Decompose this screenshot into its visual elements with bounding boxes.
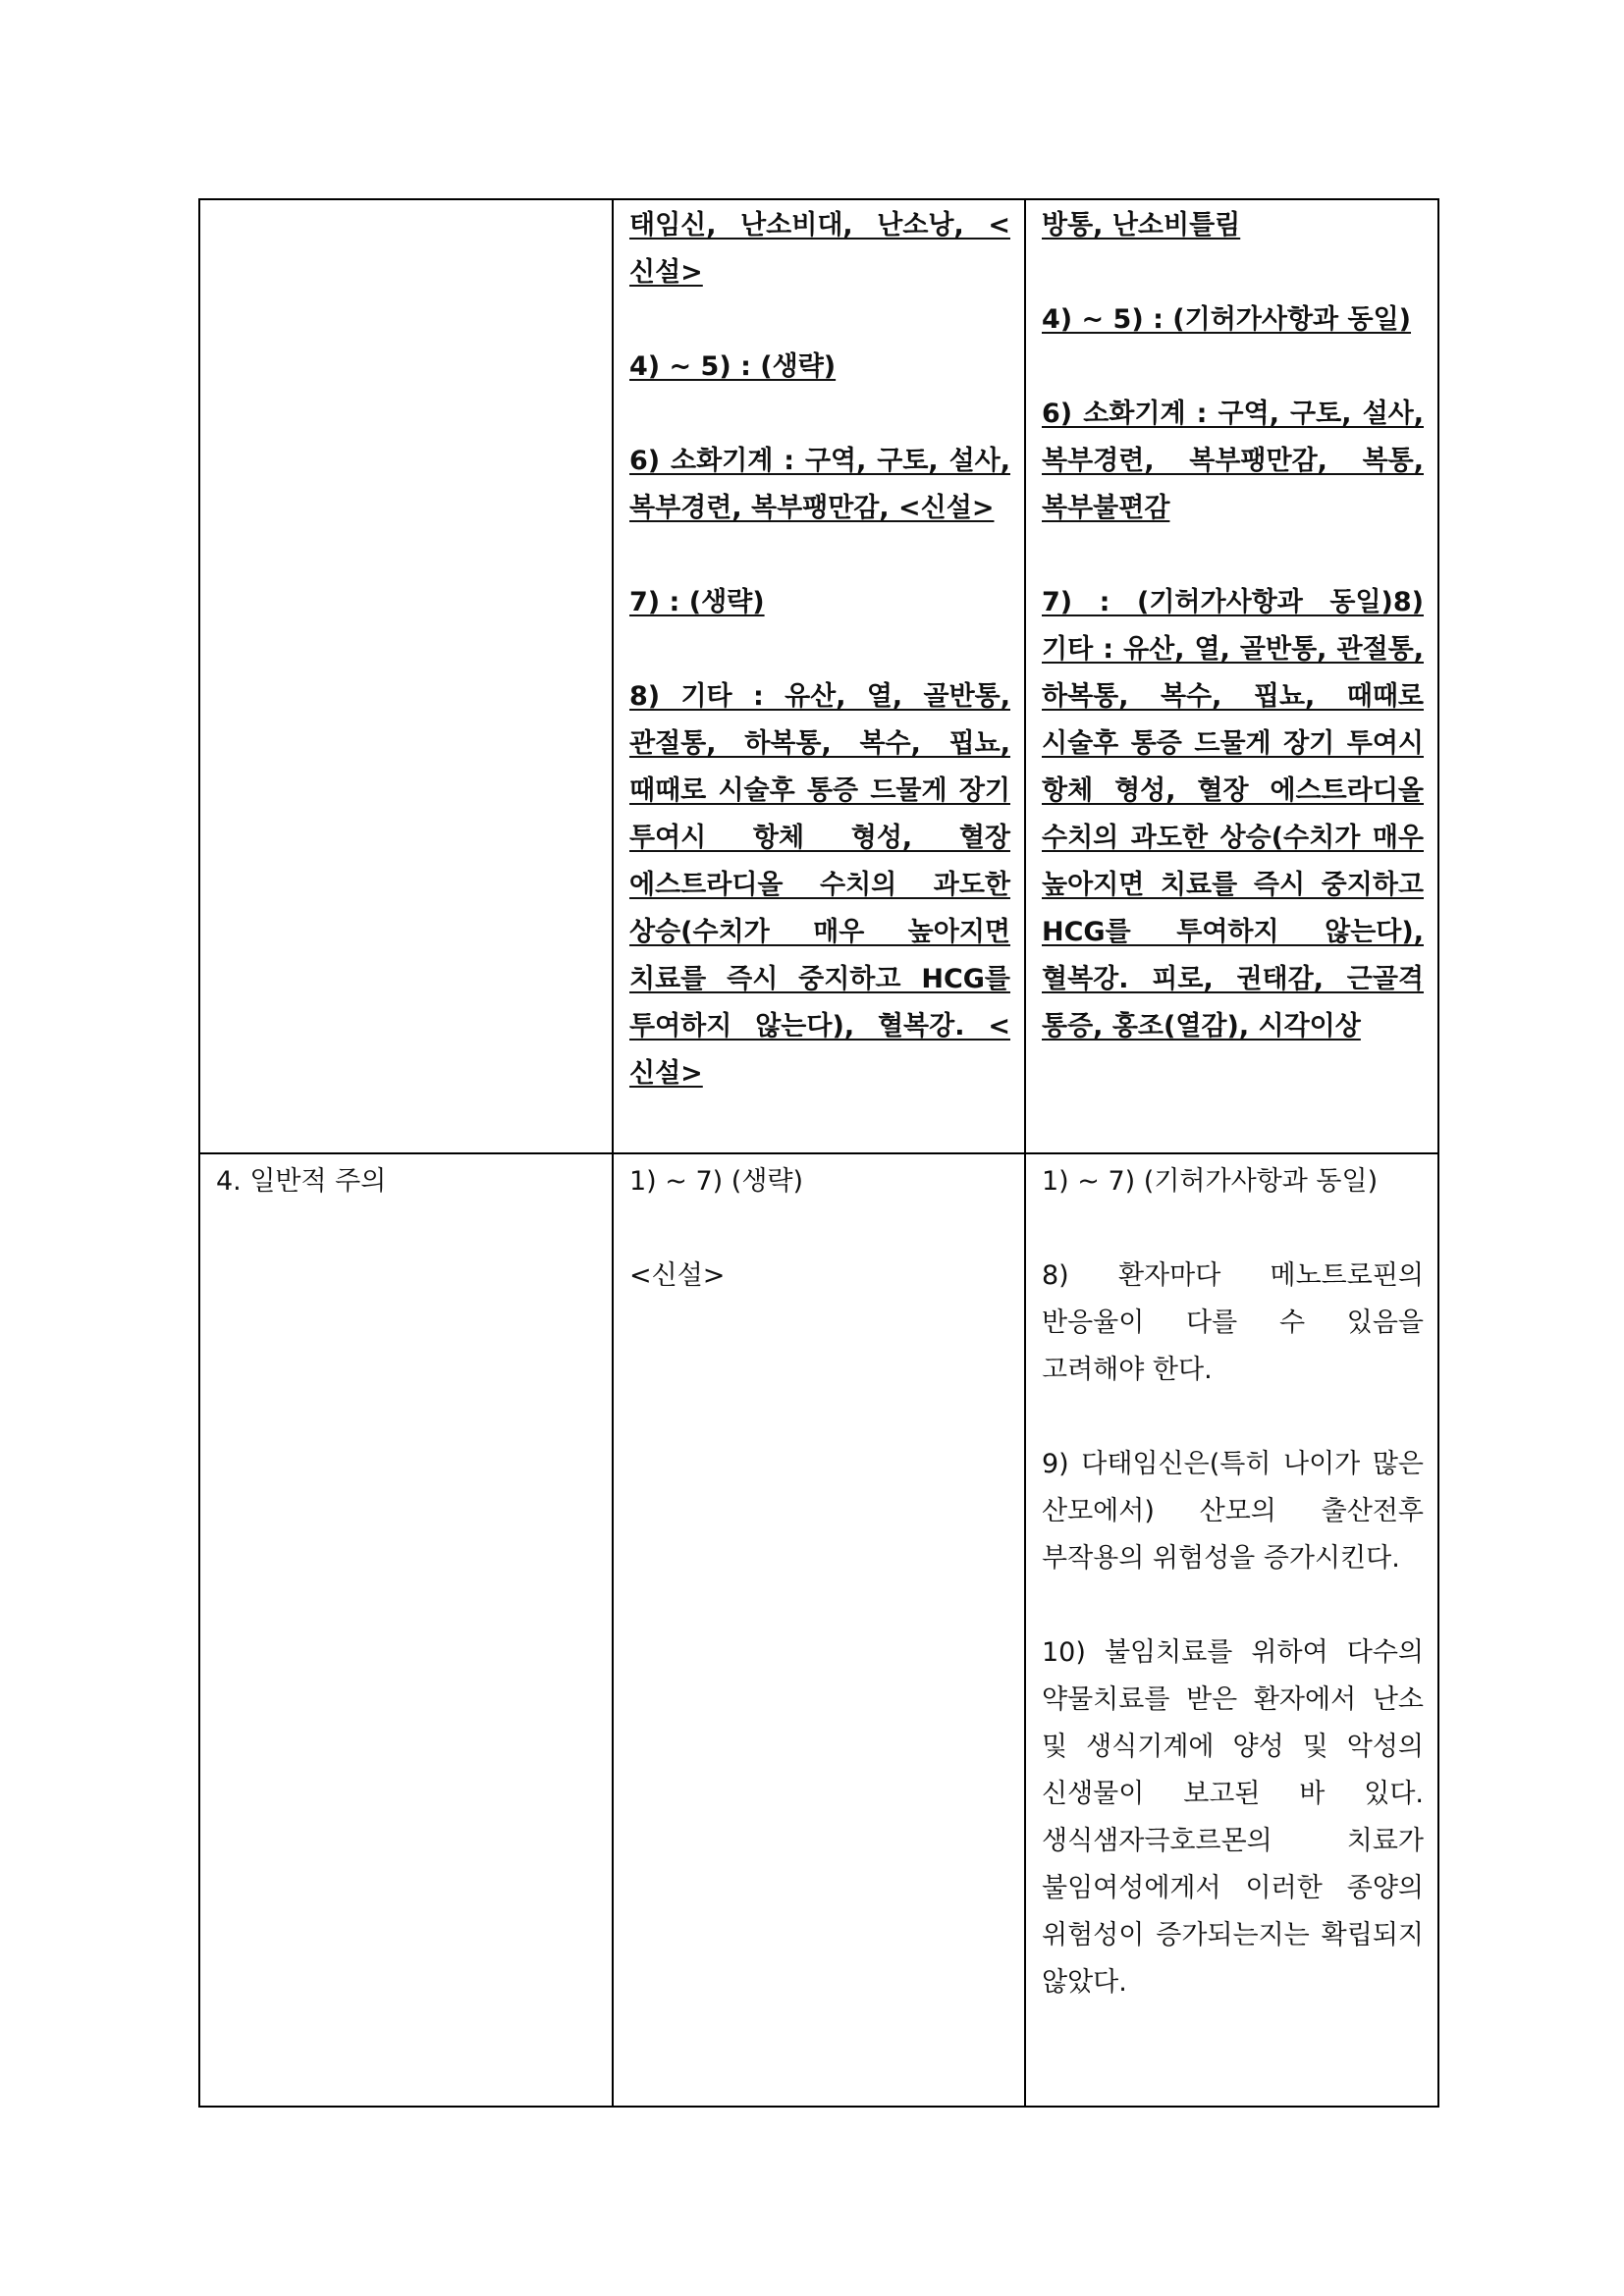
after-cell — [1025, 199, 1438, 1153]
after-text: 4) ~ 5) : (기허가사항과 동일) — [1042, 304, 1412, 335]
after-text: 7) : (기허가사항과 동일)8) 기타 : 유산, 열, 골반통, 관절통, 하복통, 복수, 핍뇨, 때때로 시술후 통증 드물게 장기 투여시 항체 형성, 혈장 에스트라디올 수치의 과도한 상승(수치가 매우 높아지면 치료를 즉시 중지하고 HCG를 투여하지 않는다), 혈복강. 피로, 권태감, 근골격 통증, 홍조(열감), 시각이상 — [1042, 587, 1424, 1041]
before-cell — [613, 199, 1025, 1153]
before-text: 4) ~ 5) : (생략) — [629, 351, 837, 382]
before-text: 7) : (생략) — [629, 587, 765, 617]
before-text: 1) ~ 7) (생략) — [629, 1166, 804, 1197]
after-text: 9) 다태임신은(특히 나이가 많은 산모에서) 산모의 출산전후 부작용의 위험성을 증가시킨다. — [1042, 1449, 1424, 1574]
before-cell — [613, 1153, 1025, 2107]
after-text: 방통, 난소비틀림 — [1042, 210, 1241, 240]
item-label-cell — [199, 1153, 613, 2107]
after-text: 1) ~ 7) (기허가사항과 동일) — [1042, 1166, 1379, 1197]
comparison-table — [198, 198, 1439, 2108]
before-text: 태임신, 난소비대, 난소낭, <신설> — [629, 210, 1010, 288]
before-text: 6) 소화기계 : 구역, 구토, 설사, 복부경련, 복부팽만감, <신설> — [629, 446, 1010, 523]
after-text: 6) 소화기계 : 구역, 구토, 설사, 복부경련, 복부팽만감, 복통, 복부불편감 — [1042, 399, 1424, 523]
table-row — [199, 199, 1438, 1153]
before-text: 8) 기타 : 유산, 열, 골반통, 관절통, 하복통, 복수, 핍뇨, 때때로 시술후 통증 드물게 장기 투여시 항체 형성, 혈장 에스트라디올 수치의 과도한 상승(수치가 매우 높아지면 치료를 즉시 중지하고 HCG를 투여하지 않는다), 혈복강. <신설> — [629, 681, 1010, 1089]
after-cell — [1025, 1153, 1438, 2107]
after-text: 8) 환자마다 메노트로핀의 반응율이 다를 수 있음을 고려해야 한다. — [1042, 1260, 1424, 1385]
before-text: <신설> — [629, 1260, 726, 1291]
after-text: 10) 불임치료를 위하여 다수의 약물치료를 받은 환자에서 난소 및 생식기계에 양성 및 악성의 신생물이 보고된 바 있다. 생식샘자극호르몬의 치료가 불임여성에게서 이러한 종양의 위험성이 증가되는지는 확립되지 않았다. — [1042, 1637, 1424, 1998]
table-row — [199, 1153, 1438, 2107]
item-label: 4. 일반적 주의 — [216, 1166, 387, 1197]
item-label-cell — [199, 199, 613, 1153]
